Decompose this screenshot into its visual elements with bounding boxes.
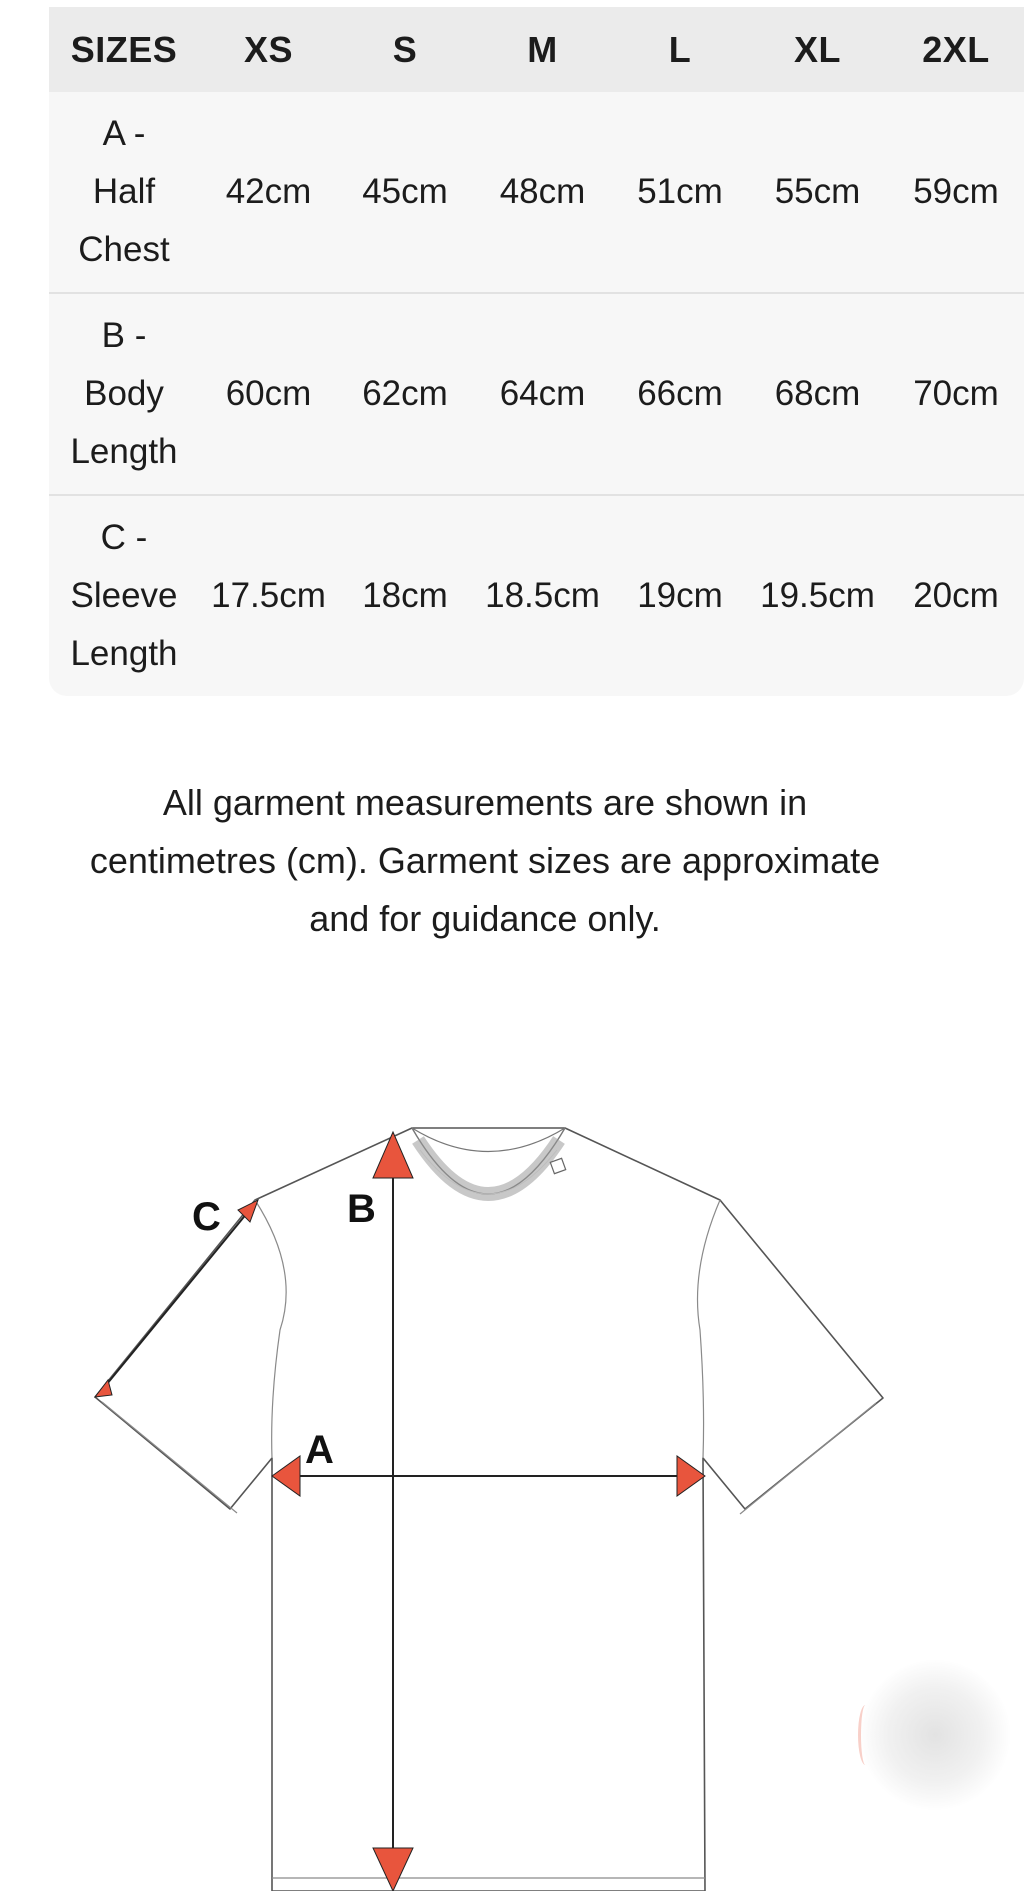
row-label-line: B - xyxy=(101,316,147,355)
tshirt-outline xyxy=(95,1128,883,1891)
table-cell: 64cm xyxy=(472,293,613,495)
row-label-line: Chest xyxy=(78,230,170,269)
header-l: L xyxy=(613,7,747,92)
header-xl: XL xyxy=(747,7,888,92)
header-m: M xyxy=(472,7,613,92)
header-sizes: SIZES xyxy=(49,7,199,92)
table-cell: 45cm xyxy=(338,92,472,293)
row-label-line: Sleeve xyxy=(70,576,178,615)
table-cell: 62cm xyxy=(338,293,472,495)
row-label-half-chest xyxy=(49,92,199,293)
row-label-body-length xyxy=(49,293,199,495)
table-cell: 18cm xyxy=(362,576,448,615)
table-cell: 42cm xyxy=(199,92,338,293)
table-cell: 55cm xyxy=(747,92,888,293)
table-row xyxy=(49,293,1024,495)
table-cell: 48cm xyxy=(472,92,613,293)
floating-button-edge xyxy=(858,1705,873,1765)
row-label-line: Half xyxy=(92,172,156,211)
table-cell: 51cm xyxy=(613,92,747,293)
header-xs: XS xyxy=(199,7,338,92)
row-label-line: A - xyxy=(102,114,146,153)
table-cell: 70cm xyxy=(888,293,1024,495)
table-cell: 66cm xyxy=(613,293,747,495)
header-s: S xyxy=(338,7,472,92)
label-b: B xyxy=(347,1187,376,1231)
row-label-line: Length xyxy=(70,634,178,673)
label-a: A xyxy=(305,1428,334,1472)
size-header-row xyxy=(49,7,1024,92)
row-label-line: Body xyxy=(84,374,164,413)
size-chart-table xyxy=(49,7,1024,696)
row-label-sleeve-length xyxy=(49,495,199,696)
row-label-line: C - xyxy=(100,518,148,557)
table-cell: 18.5cm xyxy=(485,576,600,615)
table-cell: 68cm xyxy=(747,293,888,495)
table-cell: 59cm xyxy=(888,92,1024,293)
header-2xl: 2XL xyxy=(888,7,1024,92)
table-row xyxy=(49,92,1024,293)
row-label-line: Length xyxy=(70,432,178,471)
table-row xyxy=(49,495,1024,696)
table-cell: 60cm xyxy=(199,293,338,495)
table-cell: 19cm xyxy=(637,576,723,615)
table-cell: 20cm xyxy=(913,576,999,615)
floating-action-button[interactable] xyxy=(860,1660,1010,1810)
measurement-note: All garment measurements are shown in centimetres (cm). Garment sizes are approximate and for guidance only. xyxy=(89,782,881,939)
table-cell: 19.5cm xyxy=(760,576,875,615)
table-cell: 17.5cm xyxy=(211,576,326,615)
label-c: C xyxy=(192,1195,221,1239)
